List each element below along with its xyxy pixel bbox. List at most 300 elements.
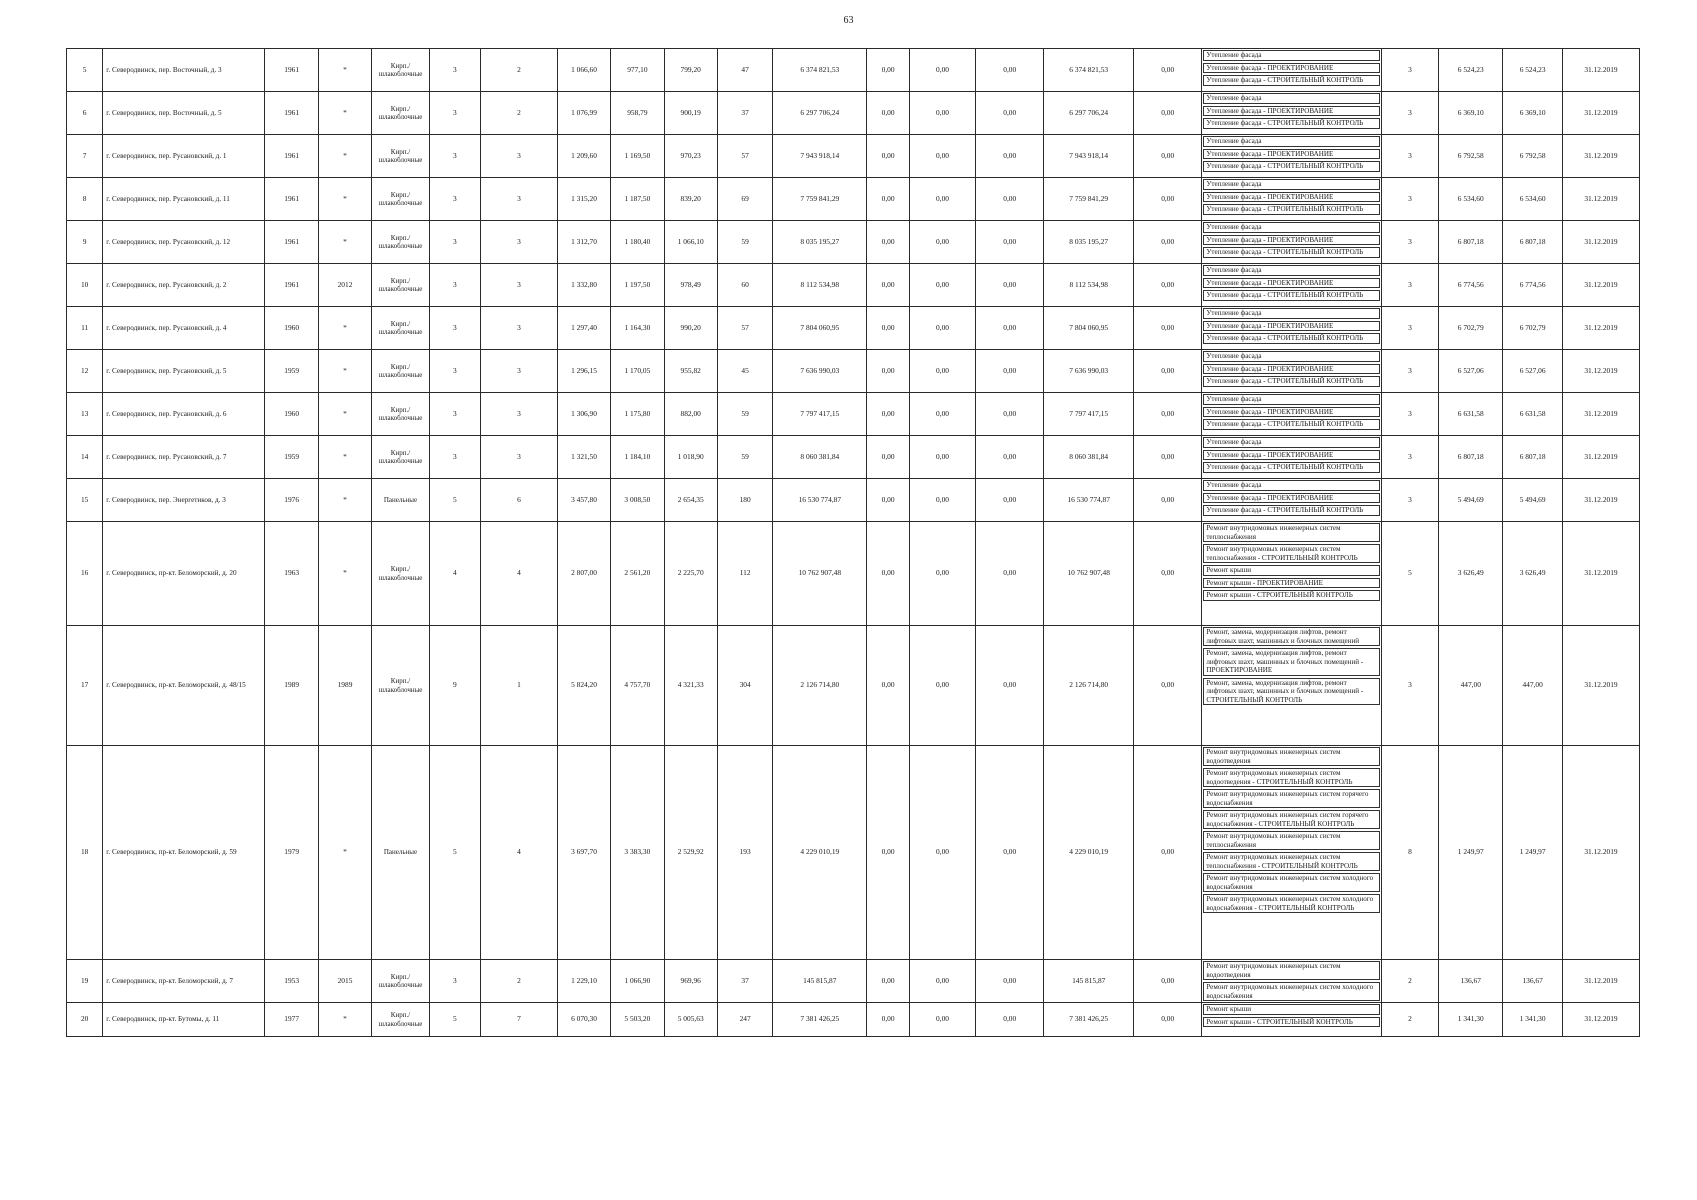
work-item: Ремонт, замена, модернизация лифтов, ремонт лифтовых шахт, машинных и блочных помещений - СТРОИТЕЛЬНЫЙ КОНТРОЛЬ: [1203, 678, 1379, 706]
cost-other-cell: 0,00: [1134, 350, 1202, 393]
address-cell: г. Северодвинск, пер. Русановский, д. 7: [103, 436, 265, 479]
cost-total-cell: 7 636 990,03: [773, 350, 867, 393]
work-item: Утепление фасада - ПРОЕКТИРОВАНИЕ: [1203, 192, 1379, 203]
address-cell: г. Северодвинск, пер. Русановский, д. 12: [103, 221, 265, 264]
floors-cell: 9: [429, 626, 480, 746]
max-cost-cell: 6 792,58: [1503, 135, 1563, 178]
address-cell: г. Северодвинск, пер. Восточный, д. 5: [103, 92, 265, 135]
area-residential-cell: 5 005,63: [664, 1003, 717, 1037]
works-count-cell: 3: [1381, 307, 1439, 350]
cost-owners-cell: 7 797 417,15: [1044, 393, 1134, 436]
area-residential-cell: 955,82: [664, 350, 717, 393]
total-area-cell: 3 457,80: [557, 479, 610, 522]
area-all-cell: 977,10: [611, 49, 664, 92]
unit-cost-cell: 6 807,18: [1439, 221, 1503, 264]
unit-cost-cell: 3 626,49: [1439, 522, 1503, 626]
cost-other-cell: 0,00: [1134, 626, 1202, 746]
max-cost-cell: 6 527,06: [1503, 350, 1563, 393]
cost-other-cell: 0,00: [1134, 522, 1202, 626]
area-residential-cell: 1 066,10: [664, 221, 717, 264]
area-residential-cell: 970,23: [664, 135, 717, 178]
entrances-cell: 3: [481, 135, 558, 178]
deadline-cell: 31.12.2019: [1563, 479, 1640, 522]
total-area-cell: 1 312,70: [557, 221, 610, 264]
cost-regional-cell: 0,00: [909, 626, 975, 746]
deadline-cell: 31.12.2019: [1563, 92, 1640, 135]
cost-federal-cell: 0,00: [867, 178, 910, 221]
cost-local-cell: 0,00: [976, 393, 1044, 436]
cost-total-cell: 7 804 060,95: [773, 307, 867, 350]
cost-federal-cell: 0,00: [867, 307, 910, 350]
cost-other-cell: 0,00: [1134, 479, 1202, 522]
works-count-cell: 2: [1381, 960, 1439, 1003]
floors-cell: 5: [429, 1003, 480, 1037]
area-residential-cell: 990,20: [664, 307, 717, 350]
total-area-cell: 1 209,60: [557, 135, 610, 178]
floors-cell: 3: [429, 264, 480, 307]
cost-owners-cell: 8 035 195,27: [1044, 221, 1134, 264]
deadline-cell: 31.12.2019: [1563, 264, 1640, 307]
row-number: 13: [67, 393, 103, 436]
table-body: [67, 49, 1640, 1037]
cost-other-cell: 0,00: [1134, 436, 1202, 479]
cost-federal-cell: 0,00: [867, 436, 910, 479]
work-item: Ремонт внутридомовых инженерных систем холодного водоснабжения: [1203, 873, 1379, 892]
deadline-cell: 31.12.2019: [1563, 178, 1640, 221]
deadline-cell: 31.12.2019: [1563, 393, 1640, 436]
year-overhaul-cell: *: [318, 436, 371, 479]
row-number: 20: [67, 1003, 103, 1037]
area-all-cell: 3 383,30: [611, 746, 664, 960]
cost-total-cell: 8 035 195,27: [773, 221, 867, 264]
row-number: 10: [67, 264, 103, 307]
area-residential-cell: 2 225,70: [664, 522, 717, 626]
works-list-cell: [1202, 393, 1381, 436]
work-item: Ремонт крыши: [1203, 1004, 1379, 1015]
cost-owners-cell: 10 762 907,48: [1044, 522, 1134, 626]
year-built-cell: 1961: [265, 92, 318, 135]
cost-regional-cell: 0,00: [909, 49, 975, 92]
residents-cell: 59: [717, 436, 772, 479]
unit-cost-cell: 5 494,69: [1439, 479, 1503, 522]
residents-cell: 60: [717, 264, 772, 307]
deadline-cell: 31.12.2019: [1563, 436, 1640, 479]
unit-cost-cell: 6 527,06: [1439, 350, 1503, 393]
row-number: 7: [67, 135, 103, 178]
total-area-cell: 1 066,60: [557, 49, 610, 92]
work-item: Утепление фасада - СТРОИТЕЛЬНЫЙ КОНТРОЛЬ: [1203, 75, 1379, 86]
wall-material-cell: Панельные: [372, 479, 430, 522]
work-item: Утепление фасада - ПРОЕКТИРОВАНИЕ: [1203, 321, 1379, 332]
work-item: Утепление фасада - СТРОИТЕЛЬНЫЙ КОНТРОЛЬ: [1203, 505, 1379, 516]
wall-material-cell: Кирп./ шлакоблочные: [372, 178, 430, 221]
cost-federal-cell: 0,00: [867, 221, 910, 264]
cost-regional-cell: 0,00: [909, 178, 975, 221]
cost-other-cell: 0,00: [1134, 264, 1202, 307]
cost-regional-cell: 0,00: [909, 960, 975, 1003]
cost-owners-cell: 7 943 918,14: [1044, 135, 1134, 178]
cost-federal-cell: 0,00: [867, 49, 910, 92]
work-item: Ремонт крыши - СТРОИТЕЛЬНЫЙ КОНТРОЛЬ: [1203, 590, 1379, 601]
entrances-cell: 2: [481, 960, 558, 1003]
year-overhaul-cell: *: [318, 135, 371, 178]
table-row: [67, 960, 1640, 1003]
work-item: Утепление фасада - ПРОЕКТИРОВАНИЕ: [1203, 235, 1379, 246]
year-built-cell: 1961: [265, 178, 318, 221]
row-number: 11: [67, 307, 103, 350]
area-residential-cell: 2 654,35: [664, 479, 717, 522]
works-count-cell: 3: [1381, 49, 1439, 92]
work-item: Утепление фасада: [1203, 93, 1379, 104]
area-residential-cell: 900,19: [664, 92, 717, 135]
work-item: Ремонт крыши: [1203, 565, 1379, 576]
work-item: Утепление фасада - СТРОИТЕЛЬНЫЙ КОНТРОЛЬ: [1203, 333, 1379, 344]
total-area-cell: 1 332,80: [557, 264, 610, 307]
work-item: Утепление фасада - СТРОИТЕЛЬНЫЙ КОНТРОЛЬ: [1203, 462, 1379, 473]
cost-federal-cell: 0,00: [867, 264, 910, 307]
deadline-cell: 31.12.2019: [1563, 49, 1640, 92]
work-item: Ремонт крыши - ПРОЕКТИРОВАНИЕ: [1203, 578, 1379, 589]
deadline-cell: 31.12.2019: [1563, 626, 1640, 746]
cost-owners-cell: 7 636 990,03: [1044, 350, 1134, 393]
cost-federal-cell: 0,00: [867, 522, 910, 626]
floors-cell: 5: [429, 479, 480, 522]
unit-cost-cell: 1 341,30: [1439, 1003, 1503, 1037]
cost-total-cell: 7 759 841,29: [773, 178, 867, 221]
cost-owners-cell: 7 381 426,25: [1044, 1003, 1134, 1037]
floors-cell: 3: [429, 49, 480, 92]
wall-material-cell: Кирп./ шлакоблочные: [372, 626, 430, 746]
cost-local-cell: 0,00: [976, 49, 1044, 92]
work-item: Ремонт, замена, модернизация лифтов, ремонт лифтовых шахт, машинных и блочных помещений: [1203, 627, 1379, 646]
max-cost-cell: 5 494,69: [1503, 479, 1563, 522]
table-row: [67, 350, 1640, 393]
table-row: [67, 49, 1640, 92]
work-item: Утепление фасада - ПРОЕКТИРОВАНИЕ: [1203, 278, 1379, 289]
cost-total-cell: 8 112 534,98: [773, 264, 867, 307]
total-area-cell: 1 229,10: [557, 960, 610, 1003]
table-row: [67, 436, 1640, 479]
cost-local-cell: 0,00: [976, 307, 1044, 350]
works-count-cell: 3: [1381, 350, 1439, 393]
floors-cell: 3: [429, 135, 480, 178]
residents-cell: 37: [717, 960, 772, 1003]
year-overhaul-cell: *: [318, 1003, 371, 1037]
address-cell: г. Северодвинск, пер. Русановский, д. 6: [103, 393, 265, 436]
cost-regional-cell: 0,00: [909, 522, 975, 626]
works-count-cell: 3: [1381, 393, 1439, 436]
table-row: [67, 522, 1640, 626]
cost-local-cell: 0,00: [976, 1003, 1044, 1037]
address-cell: г. Северодвинск, пр-кт. Беломорский, д. 48/15: [103, 626, 265, 746]
row-number: 5: [67, 49, 103, 92]
cost-other-cell: 0,00: [1134, 393, 1202, 436]
area-all-cell: 1 197,50: [611, 264, 664, 307]
row-number: 9: [67, 221, 103, 264]
address-cell: г. Северодвинск, пр-кт. Беломорский, д. 20: [103, 522, 265, 626]
max-cost-cell: 6 631,58: [1503, 393, 1563, 436]
cost-owners-cell: 7 759 841,29: [1044, 178, 1134, 221]
works-list-cell: [1202, 626, 1381, 746]
works-list-cell: [1202, 350, 1381, 393]
cost-total-cell: 10 762 907,48: [773, 522, 867, 626]
total-area-cell: 2 807,00: [557, 522, 610, 626]
area-residential-cell: 978,49: [664, 264, 717, 307]
cost-total-cell: 6 297 706,24: [773, 92, 867, 135]
work-item: Ремонт внутридомовых инженерных систем теплоснабжения: [1203, 523, 1379, 542]
cost-owners-cell: 2 126 714,80: [1044, 626, 1134, 746]
work-item: Ремонт внутридомовых инженерных систем теплоснабжения - СТРОИТЕЛЬНЫЙ КОНТРОЛЬ: [1203, 544, 1379, 563]
area-all-cell: 2 561,20: [611, 522, 664, 626]
residents-cell: 57: [717, 307, 772, 350]
work-item: Ремонт крыши - СТРОИТЕЛЬНЫЙ КОНТРОЛЬ: [1203, 1017, 1379, 1028]
cost-regional-cell: 0,00: [909, 135, 975, 178]
total-area-cell: 1 315,20: [557, 178, 610, 221]
work-item: Утепление фасада - СТРОИТЕЛЬНЫЙ КОНТРОЛЬ: [1203, 118, 1379, 129]
row-number: 17: [67, 626, 103, 746]
row-number: 12: [67, 350, 103, 393]
area-all-cell: 1 169,50: [611, 135, 664, 178]
works-count-cell: 3: [1381, 221, 1439, 264]
area-all-cell: 1 180,40: [611, 221, 664, 264]
entrances-cell: 3: [481, 221, 558, 264]
area-all-cell: 5 503,20: [611, 1003, 664, 1037]
wall-material-cell: Кирп./ шлакоблочные: [372, 436, 430, 479]
year-built-cell: 1959: [265, 436, 318, 479]
year-overhaul-cell: *: [318, 393, 371, 436]
cost-other-cell: 0,00: [1134, 746, 1202, 960]
total-area-cell: 1 306,90: [557, 393, 610, 436]
works-list-cell: [1202, 436, 1381, 479]
residents-cell: 59: [717, 221, 772, 264]
cost-local-cell: 0,00: [976, 178, 1044, 221]
year-built-cell: 1977: [265, 1003, 318, 1037]
residents-cell: 69: [717, 178, 772, 221]
works-list-cell: [1202, 135, 1381, 178]
cost-total-cell: 145 815,87: [773, 960, 867, 1003]
work-item: Ремонт внутридомовых инженерных систем холодного водоснабжения - СТРОИТЕЛЬНЫЙ КОНТРОЛЬ: [1203, 894, 1379, 913]
table-row: [67, 746, 1640, 960]
cost-owners-cell: 6 297 706,24: [1044, 92, 1134, 135]
cost-other-cell: 0,00: [1134, 1003, 1202, 1037]
work-item: Ремонт, замена, модернизация лифтов, ремонт лифтовых шахт, машинных и блочных помещений - ПРОЕКТИРОВАНИЕ: [1203, 648, 1379, 676]
year-overhaul-cell: 2015: [318, 960, 371, 1003]
work-item: Утепление фасада - СТРОИТЕЛЬНЫЙ КОНТРОЛЬ: [1203, 376, 1379, 387]
cost-regional-cell: 0,00: [909, 350, 975, 393]
cost-regional-cell: 0,00: [909, 479, 975, 522]
works-list-cell: [1202, 522, 1381, 626]
work-item: Утепление фасада - ПРОЕКТИРОВАНИЕ: [1203, 149, 1379, 160]
floors-cell: 3: [429, 178, 480, 221]
cost-regional-cell: 0,00: [909, 307, 975, 350]
cost-local-cell: 0,00: [976, 522, 1044, 626]
max-cost-cell: 447,00: [1503, 626, 1563, 746]
year-overhaul-cell: *: [318, 307, 371, 350]
address-cell: г. Северодвинск, пер. Русановский, д. 4: [103, 307, 265, 350]
table-row: [67, 479, 1640, 522]
deadline-cell: 31.12.2019: [1563, 135, 1640, 178]
year-overhaul-cell: *: [318, 221, 371, 264]
entrances-cell: 3: [481, 307, 558, 350]
unit-cost-cell: 136,67: [1439, 960, 1503, 1003]
max-cost-cell: 6 369,10: [1503, 92, 1563, 135]
row-number: 18: [67, 746, 103, 960]
cost-owners-cell: 8 060 381,84: [1044, 436, 1134, 479]
cost-owners-cell: 145 815,87: [1044, 960, 1134, 1003]
wall-material-cell: Кирп./ шлакоблочные: [372, 960, 430, 1003]
works-list-cell: [1202, 92, 1381, 135]
work-item: Утепление фасада - ПРОЕКТИРОВАНИЕ: [1203, 106, 1379, 117]
wall-material-cell: Кирп./ шлакоблочные: [372, 264, 430, 307]
year-overhaul-cell: *: [318, 178, 371, 221]
cost-regional-cell: 0,00: [909, 221, 975, 264]
table-row: [67, 92, 1640, 135]
work-item: Ремонт внутридомовых инженерных систем теплоснабжения: [1203, 831, 1379, 850]
cost-regional-cell: 0,00: [909, 1003, 975, 1037]
unit-cost-cell: 6 631,58: [1439, 393, 1503, 436]
entrances-cell: 3: [481, 178, 558, 221]
wall-material-cell: Кирп./ шлакоблочные: [372, 350, 430, 393]
cost-total-cell: 4 229 010,19: [773, 746, 867, 960]
work-item: Утепление фасада - СТРОИТЕЛЬНЫЙ КОНТРОЛЬ: [1203, 419, 1379, 430]
residents-cell: 193: [717, 746, 772, 960]
residents-cell: 304: [717, 626, 772, 746]
total-area-cell: 1 296,15: [557, 350, 610, 393]
residents-cell: 45: [717, 350, 772, 393]
year-overhaul-cell: 2012: [318, 264, 371, 307]
cost-other-cell: 0,00: [1134, 49, 1202, 92]
year-built-cell: 1963: [265, 522, 318, 626]
address-cell: г. Северодвинск, пер. Русановский, д. 1: [103, 135, 265, 178]
floors-cell: 3: [429, 960, 480, 1003]
floors-cell: 3: [429, 307, 480, 350]
unit-cost-cell: 447,00: [1439, 626, 1503, 746]
area-all-cell: 3 008,50: [611, 479, 664, 522]
cost-total-cell: 7 797 417,15: [773, 393, 867, 436]
cost-federal-cell: 0,00: [867, 746, 910, 960]
works-list-cell: [1202, 479, 1381, 522]
table-row: [67, 221, 1640, 264]
work-item: Ремонт внутридомовых инженерных систем водоотведения: [1203, 961, 1379, 980]
year-built-cell: 1953: [265, 960, 318, 1003]
entrances-cell: 3: [481, 264, 558, 307]
work-item: Утепление фасада - СТРОИТЕЛЬНЫЙ КОНТРОЛЬ: [1203, 247, 1379, 258]
residents-cell: 37: [717, 92, 772, 135]
works-count-cell: 3: [1381, 135, 1439, 178]
entrances-cell: 2: [481, 49, 558, 92]
year-overhaul-cell: 1989: [318, 626, 371, 746]
unit-cost-cell: 6 702,79: [1439, 307, 1503, 350]
table-row: [67, 135, 1640, 178]
cost-regional-cell: 0,00: [909, 92, 975, 135]
residents-cell: 247: [717, 1003, 772, 1037]
wall-material-cell: Кирп./ шлакоблочные: [372, 522, 430, 626]
cost-federal-cell: 0,00: [867, 1003, 910, 1037]
total-area-cell: 5 824,20: [557, 626, 610, 746]
total-area-cell: 1 076,99: [557, 92, 610, 135]
area-residential-cell: 1 018,90: [664, 436, 717, 479]
works-count-cell: 5: [1381, 522, 1439, 626]
area-all-cell: 1 187,50: [611, 178, 664, 221]
year-built-cell: 1959: [265, 350, 318, 393]
max-cost-cell: 6 774,56: [1503, 264, 1563, 307]
works-count-cell: 3: [1381, 626, 1439, 746]
row-number: 15: [67, 479, 103, 522]
area-all-cell: 1 175,80: [611, 393, 664, 436]
cost-local-cell: 0,00: [976, 264, 1044, 307]
max-cost-cell: 6 534,60: [1503, 178, 1563, 221]
max-cost-cell: 1 341,30: [1503, 1003, 1563, 1037]
max-cost-cell: 6 807,18: [1503, 221, 1563, 264]
table-row: [67, 1003, 1640, 1037]
area-all-cell: 4 757,70: [611, 626, 664, 746]
total-area-cell: 3 697,70: [557, 746, 610, 960]
unit-cost-cell: 6 534,60: [1439, 178, 1503, 221]
deadline-cell: 31.12.2019: [1563, 307, 1640, 350]
floors-cell: 5: [429, 746, 480, 960]
area-all-cell: 1 164,30: [611, 307, 664, 350]
cost-regional-cell: 0,00: [909, 436, 975, 479]
floors-cell: 3: [429, 436, 480, 479]
total-area-cell: 1 321,50: [557, 436, 610, 479]
works-count-cell: 3: [1381, 479, 1439, 522]
area-all-cell: 958,79: [611, 92, 664, 135]
works-count-cell: 3: [1381, 264, 1439, 307]
wall-material-cell: Кирп./ шлакоблочные: [372, 135, 430, 178]
address-cell: г. Северодвинск, пер. Энергетиков, д. 3: [103, 479, 265, 522]
address-cell: г. Северодвинск, пр-кт. Беломорский, д. 7: [103, 960, 265, 1003]
area-all-cell: 1 170,05: [611, 350, 664, 393]
residents-cell: 47: [717, 49, 772, 92]
area-residential-cell: 882,00: [664, 393, 717, 436]
area-residential-cell: 799,20: [664, 49, 717, 92]
cost-total-cell: 7 381 426,25: [773, 1003, 867, 1037]
cost-local-cell: 0,00: [976, 479, 1044, 522]
deadline-cell: 31.12.2019: [1563, 350, 1640, 393]
works-list-cell: [1202, 1003, 1381, 1037]
year-built-cell: 1989: [265, 626, 318, 746]
work-item: Ремонт внутридомовых инженерных систем холодного водоснабжения: [1203, 982, 1379, 1001]
address-cell: г. Северодвинск, пер. Русановский, д. 2: [103, 264, 265, 307]
work-item: Утепление фасада - ПРОЕКТИРОВАНИЕ: [1203, 450, 1379, 461]
deadline-cell: 31.12.2019: [1563, 221, 1640, 264]
work-item: Утепление фасада - СТРОИТЕЛЬНЫЙ КОНТРОЛЬ: [1203, 204, 1379, 215]
wall-material-cell: Кирп./ шлакоблочные: [372, 307, 430, 350]
works-count-cell: 3: [1381, 178, 1439, 221]
row-number: 16: [67, 522, 103, 626]
cost-local-cell: 0,00: [976, 746, 1044, 960]
year-built-cell: 1961: [265, 135, 318, 178]
unit-cost-cell: 6 774,56: [1439, 264, 1503, 307]
cost-owners-cell: 4 229 010,19: [1044, 746, 1134, 960]
works-count-cell: 8: [1381, 746, 1439, 960]
cost-federal-cell: 0,00: [867, 135, 910, 178]
year-built-cell: 1979: [265, 746, 318, 960]
floors-cell: 3: [429, 221, 480, 264]
unit-cost-cell: 6 792,58: [1439, 135, 1503, 178]
year-overhaul-cell: *: [318, 350, 371, 393]
work-item: Утепление фасада: [1203, 136, 1379, 147]
works-list-cell: [1202, 178, 1381, 221]
wall-material-cell: Кирп./ шлакоблочные: [372, 92, 430, 135]
work-item: Ремонт внутридомовых инженерных систем горячего водоснабжения - СТРОИТЕЛЬНЫЙ КОНТРОЛЬ: [1203, 810, 1379, 829]
cost-owners-cell: 6 374 821,53: [1044, 49, 1134, 92]
cost-owners-cell: 7 804 060,95: [1044, 307, 1134, 350]
year-built-cell: 1961: [265, 221, 318, 264]
address-cell: г. Северодвинск, пер. Русановский, д. 11: [103, 178, 265, 221]
work-item: Утепление фасада: [1203, 394, 1379, 405]
deadline-cell: 31.12.2019: [1563, 522, 1640, 626]
